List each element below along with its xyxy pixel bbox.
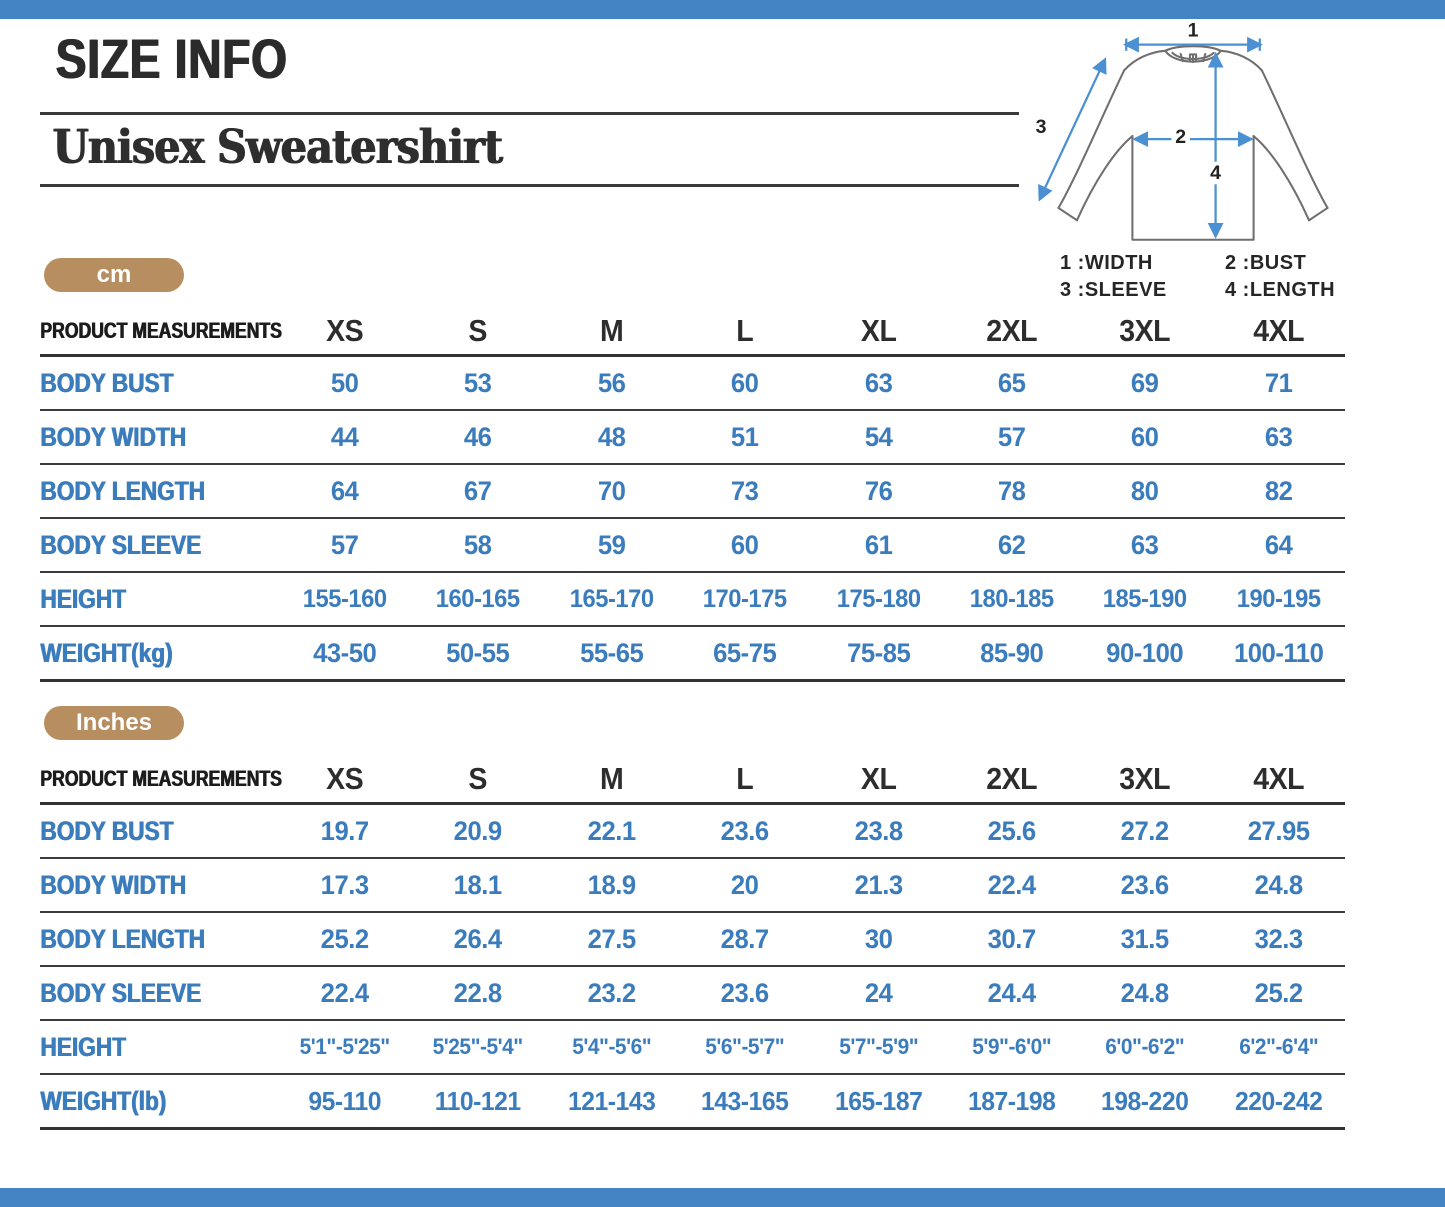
cm-unit-badge: cm [44,258,184,292]
measurement-value: 51 [731,421,759,452]
measurement-value: 46 [464,421,492,452]
measurement-value: 75-85 [846,637,910,668]
marker-2-bust: 2 [1175,126,1187,149]
measurement-value: 30.7 [987,923,1036,954]
measurement-value: 44 [330,421,359,452]
measurement-value: 18.1 [454,869,503,900]
measurement-value: 175-180 [836,584,921,613]
measurement-value: 27.2 [1120,815,1169,846]
measurement-value: 5'4"-5'6" [571,1034,651,1059]
measurement-value: 65 [997,367,1026,398]
measurement-value: 27.5 [587,923,636,954]
measurement-value: 50-55 [446,637,510,668]
row-label: BODY LENGTH [40,923,205,954]
size-column-header: M [599,761,624,796]
measurement-value: 58 [464,529,492,560]
measurement-value: 143-165 [701,1085,789,1116]
table-header-row [40,308,1345,357]
marker-1-width: 1 [1187,20,1199,42]
measurement-value: 90-100 [1106,637,1184,668]
measurement-value: 24 [864,977,892,1008]
measurement-value: 18.9 [587,869,636,900]
table-row [40,519,1345,573]
measurement-value: 198-220 [1101,1085,1189,1116]
legend-item-width: 1 :WIDTH [1060,252,1153,274]
row-label: BODY BUST [40,367,174,398]
measurement-value: 19.7 [320,815,369,846]
measurement-value: 26.4 [454,923,503,954]
legend-item-sleeve: 3 :SLEEVE [1060,279,1167,301]
measurements-header-label: PRODUCT MEASUREMENTS [40,318,282,343]
measurement-value: 64 [330,475,359,506]
size-column-header: S [468,761,488,796]
table-row [40,573,1345,627]
measurement-value: 31.5 [1120,923,1169,954]
measurement-value: 57 [330,529,359,560]
cm-section [40,258,1345,682]
measurement-value: 27.95 [1247,815,1310,846]
measurement-value: 22.4 [987,869,1036,900]
table-row [40,805,1345,859]
size-column-header: L [736,761,754,796]
measurement-value: 5'1"-5'25" [299,1034,390,1059]
size-column-header: S [468,313,488,348]
table-row [40,1021,1345,1075]
measurement-value: 62 [997,529,1026,560]
measurement-value: 25.6 [987,815,1036,846]
size-column-header: XL [860,761,896,796]
measurement-value: 60 [731,367,759,398]
measurement-value: 5'25"-5'4" [433,1034,524,1059]
measurements-header-label: PRODUCT MEASUREMENTS [40,766,282,791]
measurement-value: 22.8 [454,977,503,1008]
measurement-value: 54 [864,421,892,452]
measurement-value: 57 [997,421,1026,452]
measurement-value: 5'9"-6'0" [972,1034,1052,1059]
measurement-value: 30 [864,923,892,954]
product-name: Unisex Sweatershirt [52,120,502,175]
table-row [40,967,1345,1021]
measurement-value: 60 [1131,421,1159,452]
measurement-value: 170-175 [702,584,787,613]
marker-3-sleeve: 3 [1035,115,1047,138]
measurement-value: 6'2"-6'4" [1238,1034,1318,1059]
measurement-value: 20 [731,869,759,900]
measurement-value: 17.3 [320,869,369,900]
size-column-header: 4XL [1252,313,1304,348]
table-row [40,913,1345,967]
row-label: BODY LENGTH [40,475,205,506]
row-label: WEIGHT(lb) [40,1085,166,1116]
measurement-value: 70 [597,475,626,506]
measurement-value: 24.4 [987,977,1036,1008]
row-label: HEIGHT [40,583,126,614]
measurement-value: 165-187 [834,1085,922,1116]
size-column-header: XS [326,313,364,348]
bottom-accent-bar [0,1188,1445,1207]
measurement-value: 23.6 [720,815,769,846]
measurement-value: 56 [597,367,626,398]
measurement-value: 78 [997,475,1026,506]
measurement-value: 60 [731,529,759,560]
legend-item-bust: 2 :BUST [1225,252,1307,274]
measurement-value: 220-242 [1234,1085,1322,1116]
product-subtitle-block [40,112,1019,187]
row-label: WEIGHT(kg) [40,637,173,668]
measurement-value: 110-121 [435,1085,522,1116]
measurement-value: 76 [864,475,892,506]
size-column-header: 3XL [1119,313,1171,348]
measurement-value: 50 [330,367,359,398]
measurement-value: 71 [1264,367,1293,398]
measurement-value: 65-75 [713,637,777,668]
table-row [40,627,1345,682]
measurement-value: 23.8 [854,815,903,846]
sweatshirt-outline-icon [1028,20,1358,248]
row-label: BODY BUST [40,815,174,846]
cm-size-table [40,308,1345,682]
measurement-value: 63 [1264,421,1293,452]
top-accent-bar [0,0,1445,19]
measurement-value: 25.2 [320,923,369,954]
table-row [40,357,1345,411]
measurement-value: 28.7 [720,923,769,954]
measurement-value: 180-185 [969,584,1054,613]
inches-unit-badge: Inches [44,706,184,740]
measurement-value: 23.2 [587,977,636,1008]
measurement-value: 64 [1264,529,1293,560]
marker-4-length: 4 [1210,162,1222,185]
inches-size-table [40,756,1345,1130]
row-label: BODY WIDTH [40,869,186,900]
measurement-value: 190-195 [1236,584,1321,613]
measurement-value: 95-110 [308,1085,382,1116]
measurement-value: 85-90 [979,637,1044,668]
table-row [40,465,1345,519]
size-column-header: 2XL [986,313,1038,348]
measurement-value: 55-65 [579,637,644,668]
measurement-value: 5'7"-5'9" [838,1034,918,1059]
measurement-value: 155-160 [302,584,387,613]
measurement-value: 23.6 [1120,869,1169,900]
size-column-header: L [736,313,754,348]
size-column-header: XL [860,313,896,348]
measurement-value: 67 [464,475,492,506]
row-label: BODY SLEEVE [40,977,201,1008]
row-label: BODY WIDTH [40,421,186,452]
legend-item-length: 4 :LENGTH [1225,279,1336,301]
measurement-value: 121-143 [567,1085,656,1116]
table-row [40,859,1345,913]
measurement-value: 73 [731,475,759,506]
measurement-value: 82 [1264,475,1293,506]
measurement-value: 100-110 [1233,637,1324,668]
row-label: BODY SLEEVE [40,529,201,560]
size-column-header: 2XL [986,761,1038,796]
size-column-header: 4XL [1252,761,1304,796]
measurement-value: 80 [1131,475,1159,506]
table-row [40,411,1345,465]
measurement-value: 6'0"-6'2" [1105,1034,1185,1059]
page-title: SIZE INFO [55,27,287,90]
measurement-value: 160-165 [436,584,520,613]
measurement-value: 187-198 [967,1085,1056,1116]
inches-section [40,706,1345,1130]
measurement-value: 24.8 [1254,869,1303,900]
measurement-value: 59 [597,529,626,560]
measurement-value: 21.3 [854,869,903,900]
measurement-value: 61 [864,529,892,560]
measurement-value: 24.8 [1120,977,1169,1008]
row-label: HEIGHT [40,1031,126,1062]
size-column-header: M [599,313,624,348]
measurement-value: 22.1 [587,815,636,846]
measurement-value: 43-50 [313,637,377,668]
size-column-header: 3XL [1119,761,1171,796]
table-row [40,1075,1345,1130]
measurement-value: 22.4 [320,977,369,1008]
measurement-value: 63 [1131,529,1159,560]
size-column-header: XS [326,761,364,796]
measurement-value: 53 [464,367,492,398]
measurement-value: 63 [864,367,892,398]
measurement-value: 20.9 [454,815,503,846]
measurement-value: 23.6 [720,977,769,1008]
measurement-value: 69 [1131,367,1159,398]
measurement-value: 185-190 [1103,584,1187,613]
measurement-value: 165-170 [569,584,654,613]
measurement-value: 25.2 [1254,977,1303,1008]
measurement-value: 48 [597,421,626,452]
measurement-value: 5'6"-5'7" [705,1034,785,1059]
measurement-value: 32.3 [1254,923,1303,954]
table-header-row [40,756,1345,805]
